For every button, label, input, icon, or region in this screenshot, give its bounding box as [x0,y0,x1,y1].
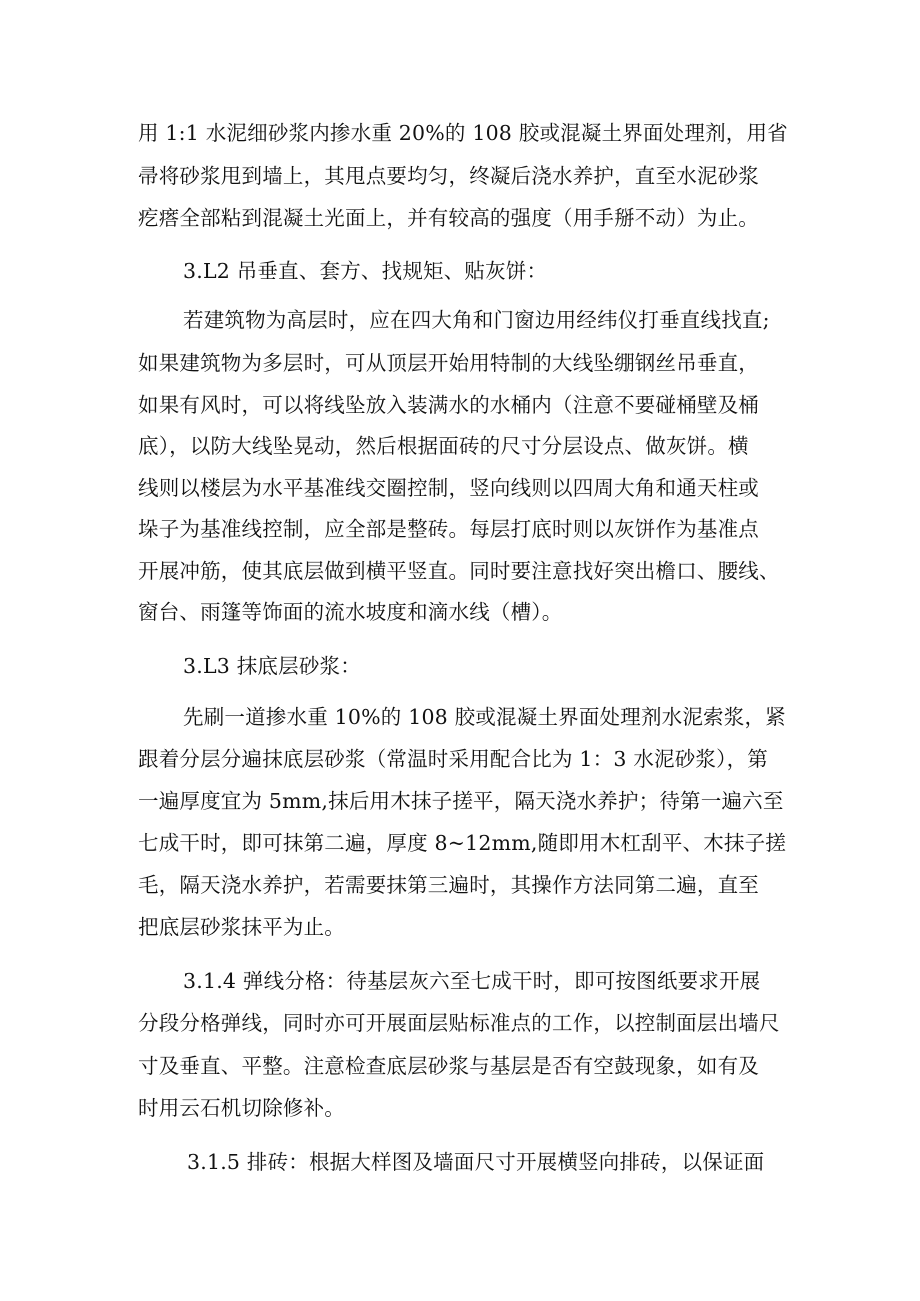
paragraph-2-line-3: 如果有风时，可以将线坠放入装满水的水桶内（注意不要碰桶壁及桶 [138,393,759,417]
paragraph-1-line-3: 疙瘩全部粘到混凝土光面上，并有较高的强度（用手掰不动）为止。 [138,206,759,230]
paragraph-3-line-1: 先刷一道掺水重 10%的 108 胶或混凝土界面处理剂水泥索浆，紧 [183,705,786,729]
paragraph-1-line-1: 用 1:1 水泥细砂浆内掺水重 20%的 108 胶或混凝土界面处理剂，用省 [138,121,788,145]
paragraph-4-line-2: 分段分格弹线，同时亦可开展面层贴标准点的工作，以控制面层出墙尺 [138,1011,780,1035]
paragraph-3-line-4: 七成干时，即可抹第二遍，厚度 8~12mm,随即用木杠刮平、木抹子搓 [138,831,787,855]
paragraph-4-line-3: 寸及垂直、平整。注意检查底层砂浆与基层是否有空鼓现象，如有及 [138,1054,759,1078]
paragraph-2-line-6: 垛子为基准线控制，应全部是整砖。每层打底时则以灰饼作为基准点 [138,517,759,541]
section-heading-3-l2: 3.L2 吊垂直、套方、找规矩、贴灰饼： [183,259,548,283]
paragraph-2-line-2: 如果建筑物为多层时，可从顶层开始用特制的大线坠绷钢丝吊垂直， [138,351,759,375]
paragraph-2-line-1: 若建筑物为高层时，应在四大角和门窗边用经纬仪打垂直线找直; [183,308,770,332]
paragraph-2-line-5: 线则以楼层为水平基准线交圈控制，竖向线则以四周大角和通天柱或 [138,476,759,500]
paragraph-3-line-5: 毛，隔天浇水养护，若需要抹第三遍时，其操作方法同第二遍，直至 [138,873,759,897]
paragraph-3-line-2: 跟着分层分遍抹底层砂浆（常温时采用配合比为 1：3 水泥砂浆），第 [138,747,768,771]
paragraph-2-line-7: 开展冲筋，使其底层做到横平竖直。同时要注意找好突出檐口、腰线、 [138,559,780,583]
paragraph-4-line-4: 时用云石机切除修补。 [138,1096,345,1120]
paragraph-2-line-4: 底），以防大线坠晃动，然后根据面砖的尺寸分层设点、做灰饼。横 [138,434,749,458]
paragraph-5-line-1: 3.1.5 排砖：根据大样图及墙面尺寸开展横竖向排砖，以保证面 [187,1150,765,1174]
paragraph-1-line-2: 帚将砂浆甩到墙上，其甩点要均匀，终凝后浇水养护，直至水泥砂浆 [138,164,759,188]
paragraph-3-line-3: 一遍厚度宜为 5mm,抹后用木抹子搓平，隔天浇水养护；待第一遍六至 [138,789,784,813]
section-heading-3-l3: 3.L3 抹底层砂浆： [183,654,361,678]
paragraph-3-line-6: 把底层砂浆抹平为止。 [138,915,345,939]
paragraph-2-line-8: 窗台、雨篷等饰面的流水坡度和滴水线（槽）。 [138,600,563,624]
paragraph-4-line-1: 3.1.4 弹线分格：待基层灰六至七成干时，即可按图纸要求开展 [183,969,761,993]
